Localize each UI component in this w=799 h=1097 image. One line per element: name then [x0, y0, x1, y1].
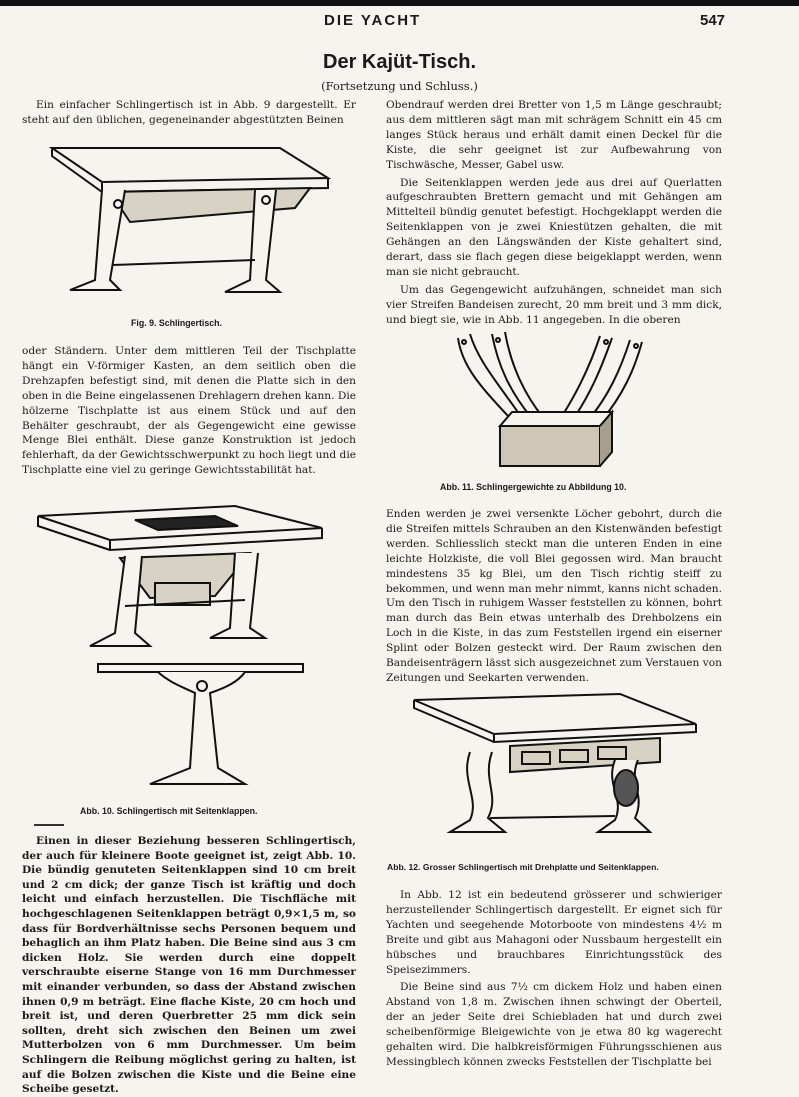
figure-10-schlingertisch-mit-seitenklappen — [30, 498, 330, 793]
right-paragraph-3: Um das Gegengewicht aufzuhängen, schneidet man sich vier Streifen Bandeisen zurecht, 20 mm breit und 3 mm dick, und biegt sie, wie in Abb. 11 angegeben. In die oberen — [386, 283, 722, 326]
page-number: 547 — [700, 12, 726, 29]
section-dash — [34, 824, 64, 826]
left-paragraph-2: oder Ständern. Unter dem mittleren Teil der Tischplatte hängt ein V-förmiger Kasten, an dem seitlich oben die Drehzapfen befestigt sind, mit denen die Platte sich in den oben in die Beine eingelassenen Drehlagern drehen kann. Die hölzerne Tischplatte ist aus einem Stück und auf den Behälter geschraubt, der als Gegengewicht eine gewisse Menge Blei enthält. Diese ganze Konstruktion ist jedoch fehlerhaft, da der Gewichtsschwerpunkt zu hoch liegt und die Tischplatte eine viel zu geringe Gewichtsstabilität hat. — [22, 345, 356, 477]
figure-12-caption: Abb. 12. Grosser Schlingertisch mit Drehplatte und Seitenklappen. — [387, 862, 659, 872]
figure-9-caption: Fig. 9. Schlingertisch. — [131, 318, 222, 328]
article-title: Der Kajüt-Tisch. — [323, 51, 476, 73]
right-paragraphs-top — [386, 98, 722, 328]
figure-12-grosser-schlingertisch — [410, 690, 700, 852]
figure-11-caption: Abb. 11. Schlingergewichte zu Abbildung 10. — [440, 482, 627, 492]
top-rule — [0, 0, 799, 6]
figure-9-schlingertisch — [40, 130, 340, 305]
article-subtitle: (Fortsetzung und Schluss.) — [321, 79, 478, 93]
right-paragraph-5: In Abb. 12 ist ein bedeutend grösserer und schwieriger herzustellender Schlingertisch dargestellt. Er eignet sich für Yachten und seegehende Motorboote von mindestens 4½ m Breite und gibt aus Mahagoni oder Nussbaum hergestellt ein hübsches und brauchbares Einrichtungsstück des Speisezimmers. — [386, 889, 722, 976]
right-paragraph-6: Die Beine sind aus 7½ cm dickem Holz und haben einen Abstand von 1,8 m. Zwischen ihnen schwingt der Oberteil, der an jeder Seite drei Schiebladen hat und durch zwei scheibenförmige Bleigewichte von je etwa 80 kg wagerecht gehalten wird. Die halbkreisförmigen Führungsschienen aus Messingblech können zwecks Feststellen der Tischplatte bei — [386, 981, 722, 1068]
right-paragraph-4: Enden werden je zwei versenkte Löcher gebohrt, durch die die Streifen mittels Schrauben an den Kistenwänden befestigt werden. Schliesslich steckt man die unteren Enden in eine leichte Holzkiste, die voll Blei gegossen wird. Man braucht mindestens 35 kg Blei, um den Tisch richtig steiff zu bekommen, und wenn man mehr nimmt, kanns nicht schaden. Um den Tisch in ruhigem Wasser feststellen zu können, bohrt man durch das Bein etwas unterhalb des Drehbolzens ein Loch in die Kiste, in das zum Feststellen irgend ein eiserner Splint oder Bolzen gesteckt wird. Der Raum zwischen den Bandeisenträgern lässt sich ausgezeichnet zum Verstauen von Zeitungen und Seekarten verwenden. — [386, 508, 722, 684]
running-head: DIE YACHT — [324, 12, 422, 29]
right-paragraphs-bottom — [386, 888, 722, 1070]
figure-10-caption: Abb. 10. Schlingertisch mit Seitenklappen. — [80, 806, 258, 816]
left-paragraph-1: Ein einfacher Schlingertisch ist in Abb. 9 dargestellt. Er steht auf den üblichen, gegeneinander abgestützten Beinen — [22, 99, 356, 126]
left-paragraph-3: Einen in dieser Beziehung besseren Schlingertisch, der auch für kleinere Boote geeignet ist, zeigt Abb. 10. Die bündig genuteten Seitenklappen sind 10 cm breit und 2 cm dick; der ganze Tisch ist kräftig und doch leicht und einfach herzustellen. Die Tischfläche mit hochgeschlagenen Seitenklappen beträgt 0,9×1,5 m, so dass für Bordverhältnisse sechs Personen bequem und behaglich an ihm Platz haben. Die Beine sind aus 3 cm dicken Holz. Sie werden durch eine doppelt verschraubte eiserne Stange von 16 mm Durchmesser mit einander verbunden, so dass der Abstand zwischen ihnen 0,9 m beträgt. Eine flache Kiste, 20 cm hoch und breit ist, und deren Querbretter 25 mm dick sein sollten, dreht sich zwischen den Beinen um zwei Mutterbolzen von 6 mm Durchmesser. Um beim Schlingern die Reibung möglichst gering zu halten, ist auf die Bolzen zwischen die Kiste und die Beine eine Scheibe gesetzt. — [22, 835, 356, 1096]
figure-11-schlingergewichte — [450, 326, 665, 474]
right-paragraph-2: Die Seitenklappen werden jede aus drei auf Querlatten aufgeschraubten Brettern gemacht und mit Gehängen am Mittelteil bündig genutet befestigt. Hochgeklappt werden die Seitenklappen von je zwei Kniestützen gehalten, die mit Gehängen an den Längswänden der Kiste gehaltert sind, derart, dass sie flach gegen diese beigeklappt werden, wenn man sie nicht gebraucht. — [386, 176, 722, 278]
right-paragraph-1: Obendrauf werden drei Bretter von 1,5 m Länge geschraubt; aus dem mittleren sägt man mit schrägem Schnitt ein 45 cm langes Stück heraus und erhält damit einen Deckel für die Kiste, die sehr geeignet ist zur Aufbewahrung von Tischwäsche, Messer, Gabel usw. — [386, 99, 722, 171]
